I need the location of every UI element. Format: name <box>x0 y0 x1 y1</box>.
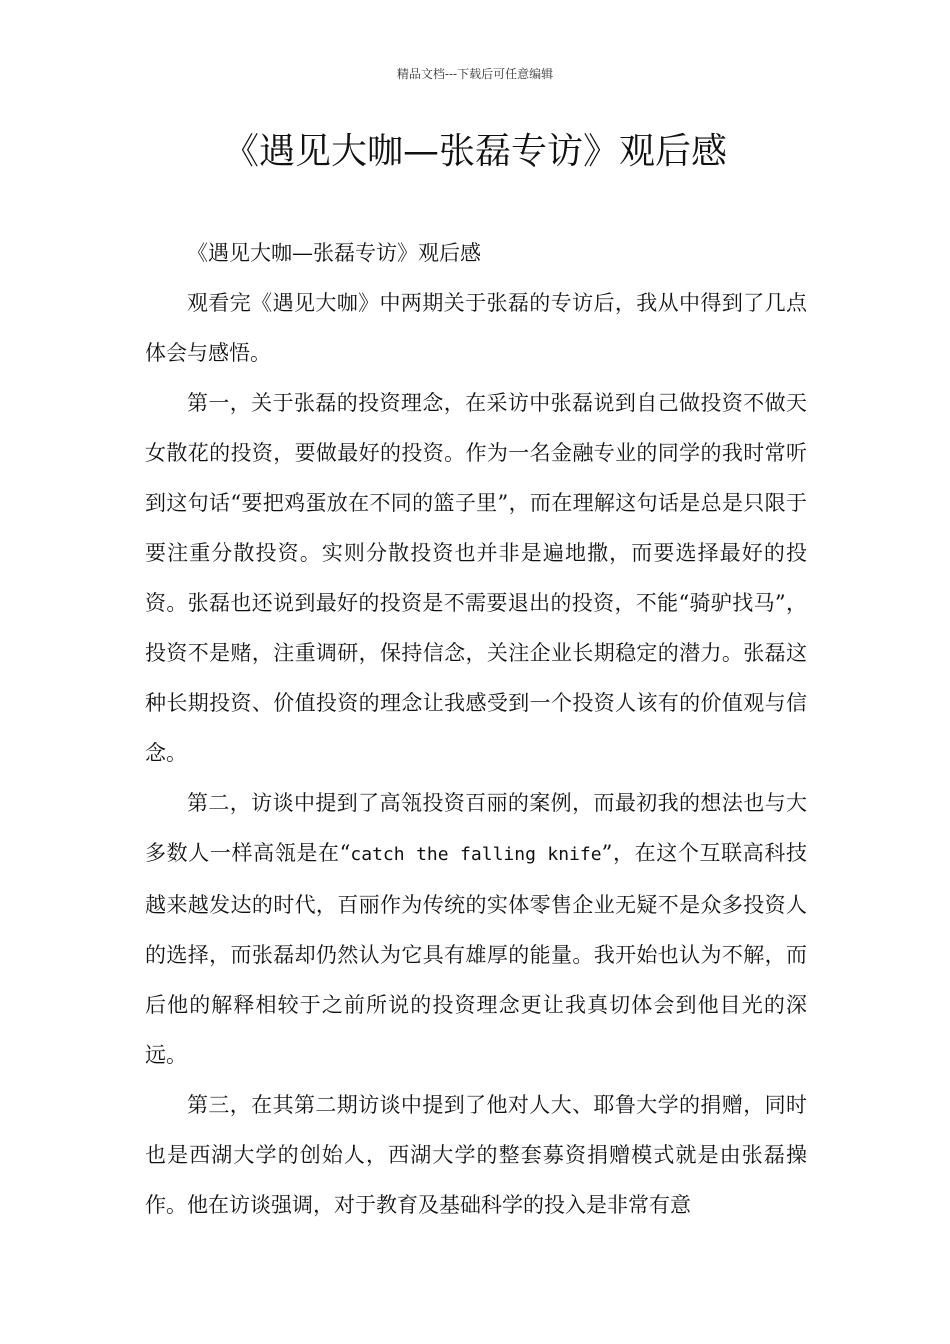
paragraph-third-point: 第三，在其第二期访谈中提到了他对人大、耶鲁大学的捐赠，同时也是西湖大学的创始人，西湖大学的整套募资捐赠模式就是由张磊操作。他在访谈强调，对于教育及基础科学的投入是非常有意 <box>145 1093 807 1217</box>
document-title: 《遇见大咖—张磊专访》观后感 <box>222 131 727 172</box>
paragraph-second-point <box>145 778 807 1080</box>
paragraph-second-point-text-before: 第二，访谈中提到了高瓴投资百丽的案例，而最初我的想法也与大多数人一样高瓴是在“ <box>145 791 807 865</box>
paragraph-intro: 观看完《遇见大咖》中两期关于张磊的专访后，我从中得到了几点体会与感悟。 <box>145 291 807 365</box>
paragraph-second-point-latin-phrase: catch the falling knife <box>350 844 602 865</box>
document-body <box>145 228 807 1230</box>
header-note: 精品文档---下载后可任意编辑 <box>396 67 554 81</box>
paragraph-first-point: 第一，关于张磊的投资理念，在采访中张磊说到自己做投资不做天女散花的投资，要做最好的投资。作为一名金融专业的同学的我时常听到这句话“要把鸡蛋放在不同的篮子里”，而在理解这句话是总是只限于要注重分散投资。实则分散投资也并非是遍地撒，而要选择最好的投资。张磊也还说到最好的投资是不需要退出的投资，不能“骑驴找马”，投资不是赌，注重调研，保持信念，关注企业长期稳定的潜力。张磊这种长期投资、价值投资的理念让我感受到一个投资人该有的价值观与信念。 <box>145 391 807 765</box>
paragraph-repeat-title: 《遇见大咖—张磊专访》观后感 <box>187 241 481 265</box>
paragraph-second-point-text-after: ”，在这个互联高科技越来越发达的时代，百丽作为传统的实体零售企业无疑不是众多投资人的选择，而张磊却仍然认为它具有雄厚的能量。我开始也认为不解，而后他的解释相较于之前所说的投资理念更让我真切体会到他目光的深远。 <box>145 841 807 1067</box>
